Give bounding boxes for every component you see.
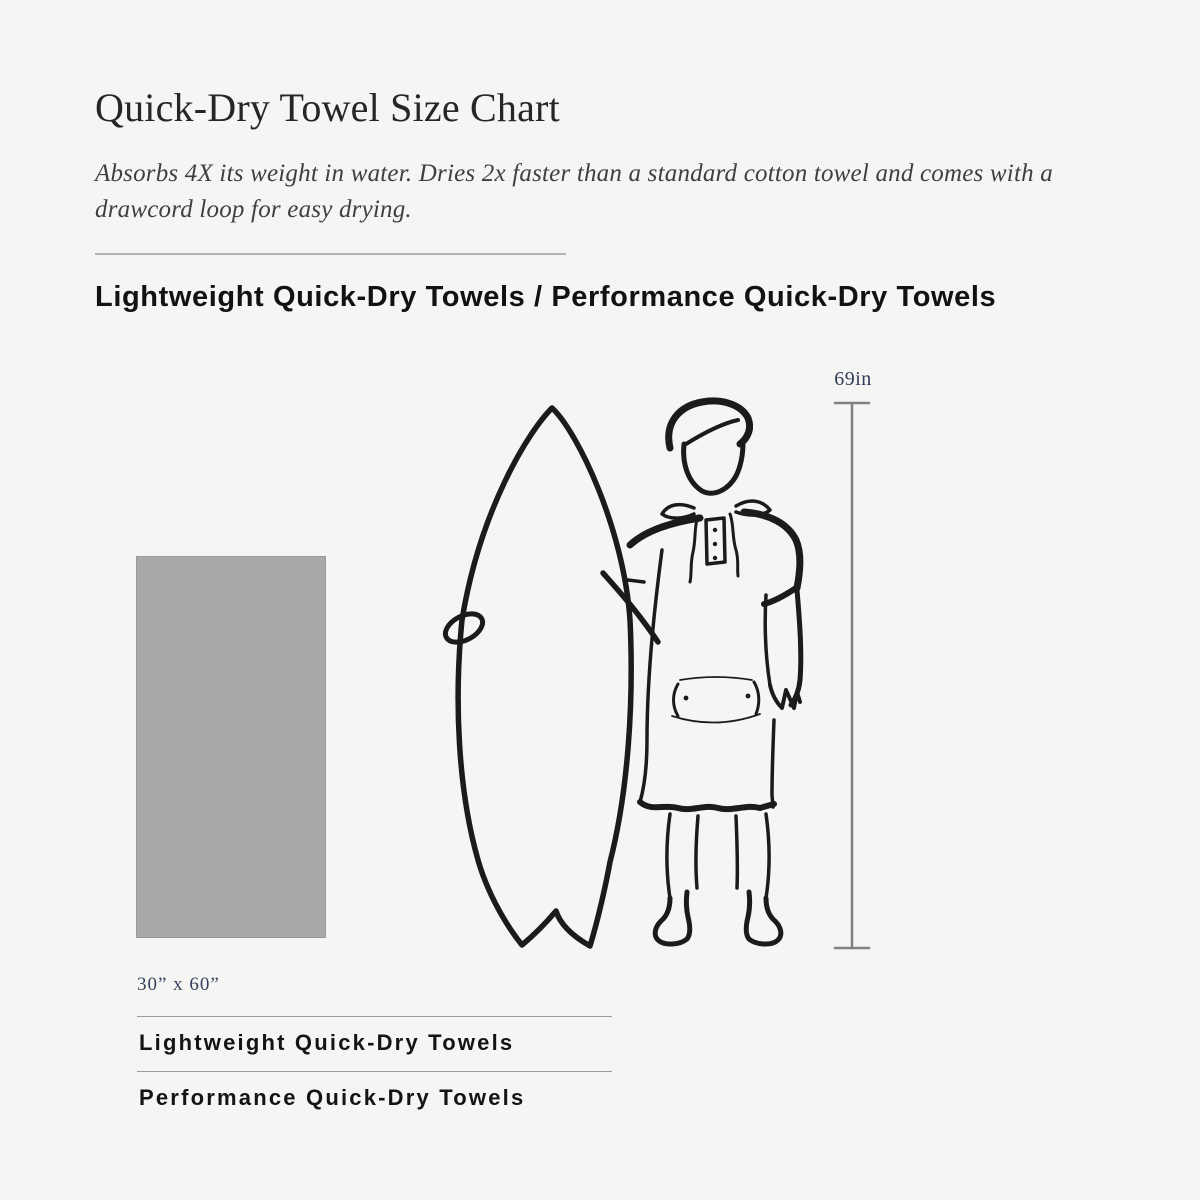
towel-size-label: 30” x 60” (137, 974, 220, 995)
size-figure-illustration (440, 392, 888, 964)
section-heading: Lightweight Quick-Dry Towels / Performance Quick-Dry Towels (95, 281, 997, 313)
person-height-label: 69in (834, 368, 872, 390)
product-link-performance[interactable] (137, 1071, 612, 1126)
surfboard-drawing (441, 408, 631, 946)
divider-line (95, 253, 566, 255)
product-link-label: Performance Quick-Dry Towels (139, 1085, 526, 1111)
page-title: Quick-Dry Towel Size Chart (95, 85, 560, 130)
height-measure-line (835, 403, 869, 948)
product-link-label: Lightweight Quick-Dry Towels (139, 1030, 515, 1055)
product-list (137, 1016, 612, 1127)
product-description: Absorbs 4X its weight in water. Dries 2x faster than a standard cotton towel and comes with a drawcord loop for easy drying. (95, 160, 1053, 223)
towel-size-swatch (136, 556, 326, 938)
product-link-lightweight[interactable] (137, 1016, 612, 1071)
